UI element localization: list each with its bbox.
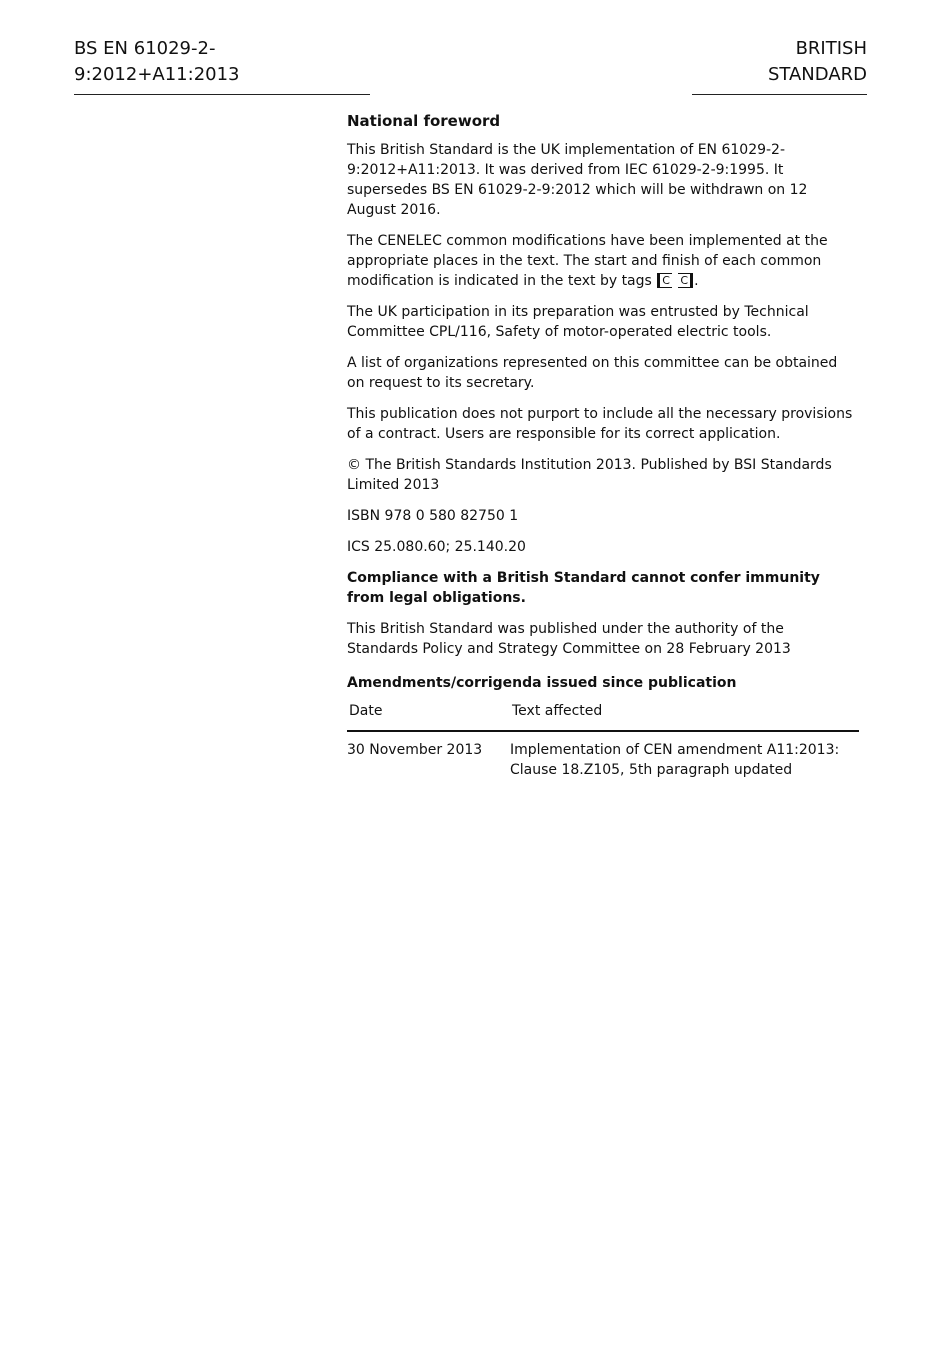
amendment-date: 30 November 2013 (347, 742, 483, 758)
tag-start-icon: C (657, 273, 672, 288)
foreword-paragraph-committee: A list of organizations represented on this committee can be obtained on request to its secretary. (347, 355, 838, 391)
column-header-date: Date (347, 701, 510, 731)
foreword-section (347, 110, 859, 780)
modifications-text: The CENELEC common modifications have been implemented at the appropriate places in the text. The start and finish of each common modification is indicated in the text by tags (347, 233, 828, 289)
header-document-type: BRITISH STANDARD (692, 36, 867, 95)
amendments-table (347, 701, 859, 780)
authority-notice: This British Standard was published under the authority of the Standards Policy and Strategy Committee on 28 February 2013 (347, 621, 791, 657)
ics: ICS 25.080.60; 25.140.20 (347, 539, 526, 555)
compliance-notice: Compliance with a British Standard cannot confer immunity from legal obligations. (347, 570, 820, 606)
foreword-paragraph-implementation: This British Standard is the UK implementation of EN 61029-2-9:2012+A11:2013. It was derived from IEC 61029-2-9:1995. It supersedes BS EN 61029-2-9:2012 which will be withdrawn on 12 August 2016. (347, 142, 808, 218)
modifications-end: . (694, 273, 699, 289)
header-document-number: BS EN 61029-2-9:2012+A11:2013 (74, 36, 370, 95)
table-row (347, 731, 859, 780)
foreword-paragraph-modifications (347, 231, 859, 291)
amendments-header-row (347, 701, 859, 731)
amendments-title: Amendments/corrigenda issued since publication (347, 675, 737, 691)
copyright-notice: © The British Standards Institution 2013. Published by BSI Standards Limited 2013 (347, 457, 832, 493)
foreword-title: National foreword (347, 112, 501, 130)
amendment-text: Implementation of CEN amendment A11:2013: Clause 18.Z105, 5th paragraph updated (510, 742, 840, 778)
tag-end-icon: C (678, 273, 693, 288)
foreword-paragraph-contract: This publication does not purport to include all the necessary provisions of a contract. Users are responsible for its correct application. (347, 406, 853, 442)
foreword-paragraph-participation: The UK participation in its preparation was entrusted by Technical Committee CPL/116, Safety of motor-operated electric tools. (347, 304, 809, 340)
column-header-text-affected: Text affected (510, 701, 859, 731)
isbn: ISBN 978 0 580 82750 1 (347, 508, 519, 524)
